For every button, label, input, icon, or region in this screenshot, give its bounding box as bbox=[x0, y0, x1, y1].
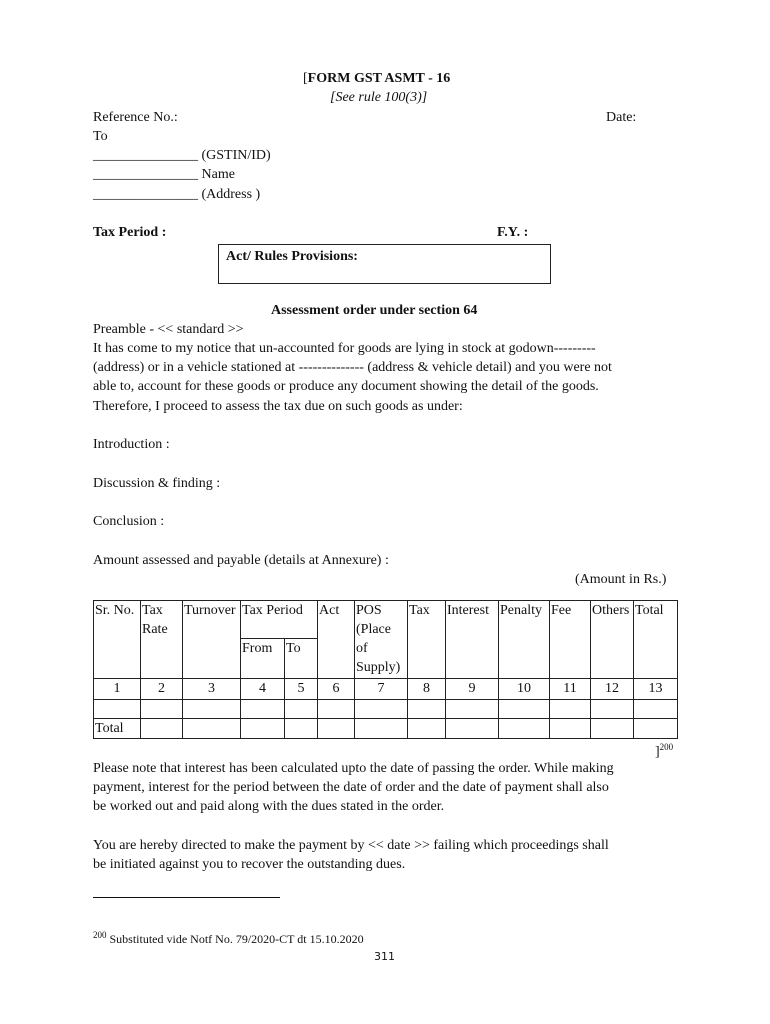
assessment-heading: Assessment order under section 64 bbox=[271, 303, 478, 318]
column-number: 10 bbox=[499, 679, 550, 700]
column-number: 11 bbox=[550, 679, 591, 700]
date-label: Date: bbox=[606, 110, 637, 125]
header-turnover bbox=[183, 601, 241, 679]
header-tax-rate-line: Tax bbox=[142, 603, 163, 618]
fy-label: F.Y. : bbox=[497, 225, 529, 240]
amount-assessed-label: Amount assessed and payable (details at Annexure) : bbox=[93, 553, 389, 568]
conclusion-label: Conclusion : bbox=[93, 514, 165, 529]
column-number: 1 bbox=[94, 679, 141, 700]
footnote-separator bbox=[93, 897, 280, 898]
table-row bbox=[94, 700, 678, 719]
header-tax-rate bbox=[141, 601, 183, 679]
header-total bbox=[634, 601, 678, 679]
act-rules-label: Act/ Rules Provisions: bbox=[226, 249, 358, 264]
gstin-line: _______________ (GSTIN/ID) bbox=[93, 148, 271, 163]
para2-line: payment, interest for the period between the date of order and the date of payment shall also bbox=[93, 780, 609, 795]
header-tax-text: Tax bbox=[409, 603, 430, 618]
rule-reference: [See rule 100(3)] bbox=[330, 90, 428, 105]
close-bracket: ] bbox=[655, 744, 660, 760]
header-penalty-text: Penalty bbox=[500, 603, 542, 618]
header-pos-line: POS bbox=[356, 603, 382, 618]
form-title bbox=[303, 69, 450, 88]
para2-line: Please note that interest has been calculated upto the date of passing the order. While making bbox=[93, 761, 614, 776]
para1-line: able to, account for these goods or produce any document showing the detail of the goods. bbox=[93, 379, 599, 394]
column-number: 2 bbox=[141, 679, 183, 700]
header-tax-rate-line: Rate bbox=[142, 622, 168, 637]
header-sr-text: Sr. No. bbox=[95, 603, 135, 618]
header-interest-text: Interest bbox=[447, 603, 489, 618]
para3-line: be initiated against you to recover the outstanding dues. bbox=[93, 857, 406, 872]
para1-line: Therefore, I proceed to assess the tax due on such goods as under: bbox=[93, 399, 463, 414]
para3-line: You are hereby directed to make the payment by << date >> failing which proceedings shall bbox=[93, 838, 609, 853]
footnote bbox=[93, 930, 364, 947]
header-fee-text: Fee bbox=[551, 603, 572, 618]
column-number: 5 bbox=[285, 679, 318, 700]
footnote-reference: 200 bbox=[659, 742, 674, 752]
header-tax-period bbox=[241, 601, 318, 639]
column-number: 7 bbox=[355, 679, 408, 700]
header-pos-line: of bbox=[356, 641, 368, 656]
column-number: 13 bbox=[634, 679, 678, 700]
header-turnover-text: Turnover bbox=[184, 603, 236, 618]
discussion-label: Discussion & finding : bbox=[93, 476, 221, 491]
header-penalty bbox=[499, 601, 550, 679]
header-pos-line: Supply) bbox=[356, 660, 401, 675]
table-total-row bbox=[94, 719, 678, 739]
table-header-row bbox=[94, 601, 678, 639]
act-rules-box bbox=[218, 244, 551, 284]
header-act-text: Act bbox=[319, 603, 340, 618]
preamble: Preamble - << standard >> bbox=[93, 322, 244, 337]
header-fee bbox=[550, 601, 591, 679]
footnote-number: 200 bbox=[93, 930, 107, 940]
total-label: Total bbox=[94, 719, 141, 739]
para1-line: (address) or in a vehicle stationed at -------------- (address & vehicle detail) and you were not bbox=[93, 360, 612, 375]
header-to-text: To bbox=[286, 641, 301, 656]
page-number: 311 bbox=[374, 950, 395, 963]
column-number: 8 bbox=[408, 679, 446, 700]
para1-line: It has come to my notice that un-accounted for goods are lying in stock at godown--------- bbox=[93, 341, 596, 356]
introduction-label: Introduction : bbox=[93, 437, 170, 452]
header-tax-period-text: Tax Period bbox=[242, 603, 303, 618]
name-line: _______________ Name bbox=[93, 167, 235, 182]
header-others-text: Others bbox=[592, 603, 630, 618]
amount-unit: (Amount in Rs.) bbox=[575, 572, 667, 587]
address-line: _______________ (Address ) bbox=[93, 187, 261, 202]
form-title-text: FORM GST ASMT - 16 bbox=[307, 71, 451, 86]
header-total-text: Total bbox=[635, 603, 664, 618]
column-number: 3 bbox=[183, 679, 241, 700]
header-interest bbox=[446, 601, 499, 679]
column-number: 6 bbox=[318, 679, 355, 700]
header-from bbox=[241, 639, 285, 679]
footnote-text: Substituted vide Notf No. 79/2020-CT dt 15.10.2020 bbox=[106, 932, 364, 946]
close-bracket-footnote-ref bbox=[655, 738, 673, 762]
header-tax bbox=[408, 601, 446, 679]
to-label: To bbox=[93, 129, 108, 144]
header-pos-line: (Place bbox=[356, 622, 391, 637]
reference-no-label: Reference No.: bbox=[93, 110, 178, 125]
header-pos bbox=[355, 601, 408, 679]
column-number: 9 bbox=[446, 679, 499, 700]
column-number: 12 bbox=[591, 679, 634, 700]
header-to bbox=[285, 639, 318, 679]
header-act bbox=[318, 601, 355, 679]
header-from-text: From bbox=[242, 641, 273, 656]
column-number-row bbox=[94, 679, 678, 700]
header-others bbox=[591, 601, 634, 679]
para2-line: be worked out and paid along with the dues stated in the order. bbox=[93, 799, 445, 814]
tax-period-label: Tax Period : bbox=[93, 225, 167, 240]
title-bracket: [ bbox=[303, 71, 308, 86]
column-number: 4 bbox=[241, 679, 285, 700]
header-sr-no bbox=[94, 601, 141, 679]
assessment-table bbox=[93, 600, 678, 739]
